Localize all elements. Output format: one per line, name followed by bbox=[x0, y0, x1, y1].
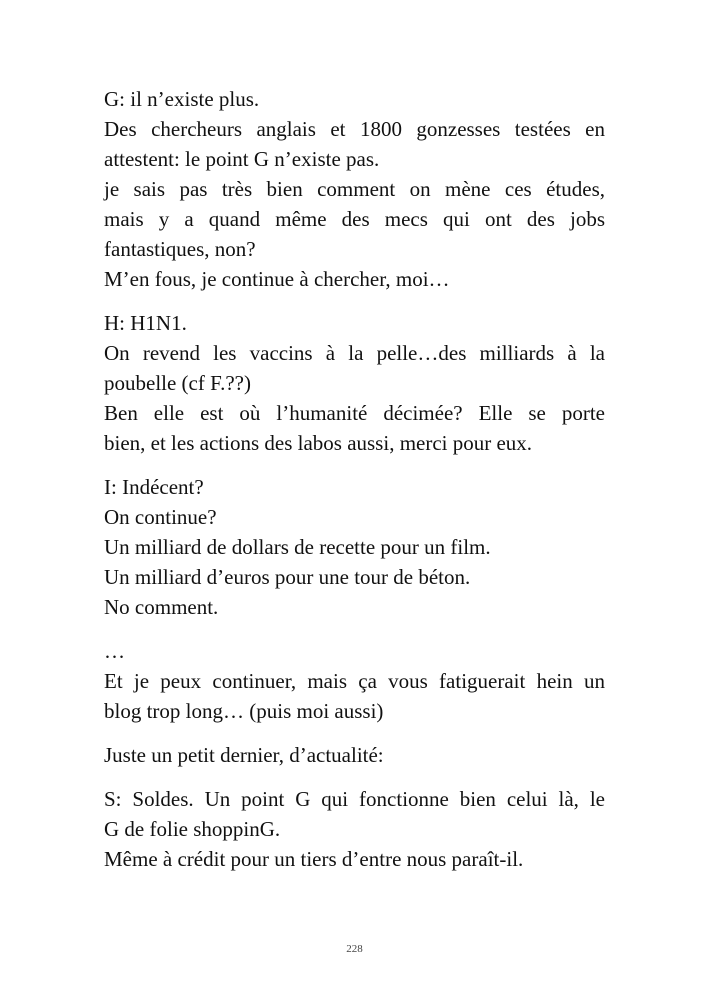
text-line: M’en fous, je continue à chercher, moi… bbox=[104, 267, 450, 291]
text-line: I: Indécent? bbox=[104, 475, 204, 499]
text-line: je sais pas très bien comment on mène ces études, bbox=[104, 177, 605, 201]
text-line: Et je peux continuer, mais ça vous fatiguerait hein un bbox=[104, 669, 605, 693]
text-line: Des chercheurs anglais et 1800 gonzesses testées en bbox=[104, 117, 605, 141]
text-line: Ben elle est où l’humanité décimée? Elle se porte bbox=[104, 401, 605, 425]
section-last bbox=[104, 740, 605, 770]
page-number: 228 bbox=[346, 943, 363, 955]
text-line: On continue? bbox=[104, 505, 217, 529]
section-g bbox=[104, 84, 605, 294]
page-body bbox=[104, 84, 605, 888]
text-line: H: H1N1. bbox=[104, 311, 187, 335]
text-line: attestent: le point G n’existe pas. bbox=[104, 147, 380, 171]
text-line: mais y a quand même des mecs qui ont des jobs bbox=[104, 207, 605, 231]
text-line: Juste un petit dernier, d’actualité: bbox=[104, 743, 384, 767]
section-i bbox=[104, 472, 605, 622]
text-line: No comment. bbox=[104, 595, 219, 619]
text-line: G de folie shoppinG. bbox=[104, 817, 281, 841]
text-line: fantastiques, non? bbox=[104, 237, 256, 261]
text-line: poubelle (cf F.??) bbox=[104, 371, 251, 395]
text-line: bien, et les actions des labos aussi, merci pour eux. bbox=[104, 431, 533, 455]
section-s bbox=[104, 784, 605, 874]
section-h bbox=[104, 308, 605, 458]
text-line: … bbox=[104, 639, 125, 663]
text-line: G: il n’existe plus. bbox=[104, 87, 260, 111]
text-line: Un milliard de dollars de recette pour un film. bbox=[104, 535, 491, 559]
section-ellipsis bbox=[104, 636, 605, 726]
text-line: On revend les vaccins à la pelle…des milliards à la bbox=[104, 341, 605, 365]
text-line: Un milliard d’euros pour une tour de béton. bbox=[104, 565, 471, 589]
text-line: S: Soldes. Un point G qui fonctionne bien celui là, le bbox=[104, 787, 605, 811]
text-line: blog trop long… (puis moi aussi) bbox=[104, 699, 384, 723]
text-line: Même à crédit pour un tiers d’entre nous paraît-il. bbox=[104, 847, 524, 871]
